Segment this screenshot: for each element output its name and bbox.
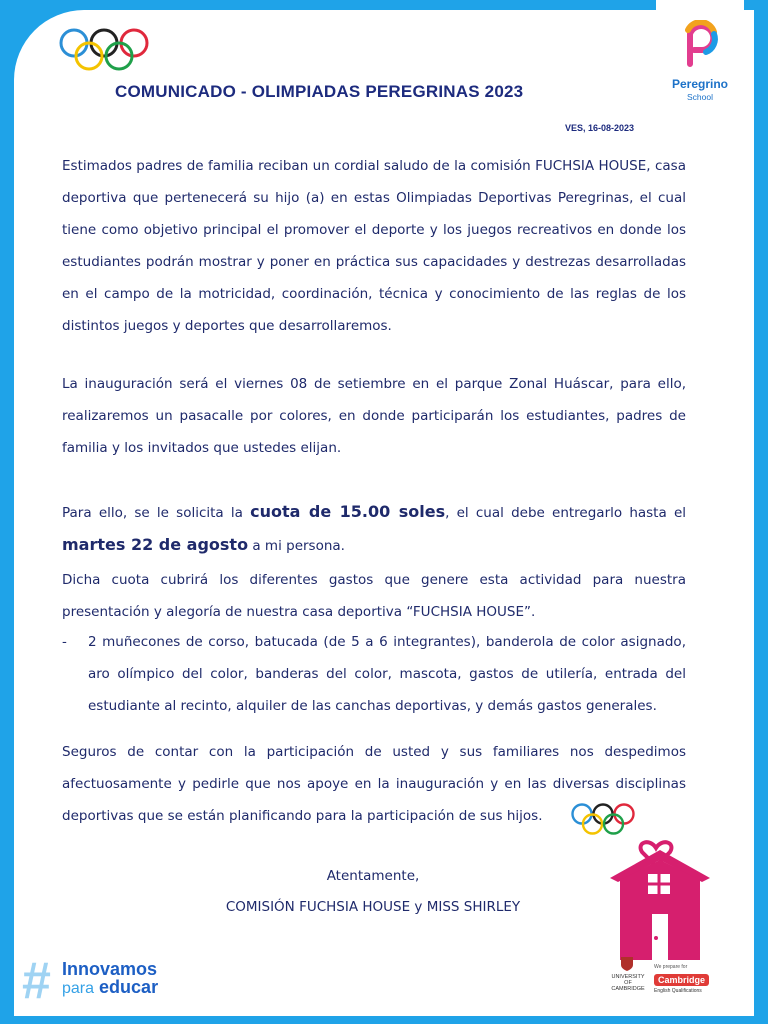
closing-salutation: Atentamente, (326, 868, 420, 884)
educar-word: educar (99, 977, 159, 997)
cambridge-qualifications: English Qualifications (654, 988, 702, 994)
school-name: Peregrino (671, 77, 728, 91)
school-logo (656, 0, 744, 120)
document-date: VES, 16-08-2023 (565, 123, 635, 133)
hashtag-icon: # (22, 952, 51, 1010)
paragraph-inauguration: La inauguración será el viernes 08 de setiembre en el parque Zonal Huáscar, para ello, realizaremos un pasacalle por colores, en donde participarán los estudiantes, padres de familia y los invitados que ustedes elijan. (62, 376, 686, 456)
closing-signature: COMISIÓN FUCHSIA HOUSE y MISS SHIRLEY (225, 899, 521, 915)
bullet-list-item (62, 626, 686, 722)
innovamos-word: Innovamos (62, 959, 158, 979)
school-subtitle: School (687, 92, 713, 102)
paragraph-fee-coverage: Dicha cuota cubrirá los diferentes gastos que genere esta actividad para nuestra presentación y alegoría de nuestra casa deportiva “FUCHSIA HOUSE”. (62, 572, 686, 620)
paragraph-farewell: Seguros de contar con la participación de usted y sus familiares nos despedimos afectuosamente y pedirle que nos apoye en la inauguración y en las diversas disciplinas deportivas que se están planificando para la participación de sus hijos. (62, 744, 686, 824)
paragraph-fee (62, 496, 686, 562)
fuchsia-house-icon (606, 820, 714, 960)
fee-text-a: Para ello, se le solicita la (62, 505, 251, 521)
olympic-rings-logo (58, 26, 150, 74)
cambridge-crest-icon (620, 956, 634, 972)
fee-amount: cuota de 15.00 soles (250, 502, 446, 521)
fee-text-b: , el cual debe entregarlo hasta el (445, 505, 687, 521)
para-word: para (62, 980, 95, 997)
bullet-text: 2 muñecones de corso, batucada (de 5 a 6 integrantes), banderola de color asignado, aro olímpico del color, banderas del color, mascota, gastos de utilería, entrada del estudiante al recinto, alquiler de las canchas deportivas, y demás gastos generales. (88, 634, 686, 714)
cambridge-pre: We prepare for (654, 964, 688, 970)
cambridge-english-logo (654, 964, 712, 994)
document-title: COMUNICADO - OLIMPIADAS PEREGRINAS 2023 (115, 82, 524, 101)
cambridge-brand: Cambridge (654, 974, 709, 986)
peregrino-p-icon (680, 20, 722, 68)
bullet-dash: - (62, 634, 67, 650)
cambridge-university-label: UNIVERSITY OF CAMBRIDGE (611, 974, 645, 992)
innovamos-slogan (62, 960, 158, 998)
fee-deadline: martes 22 de agosto (62, 535, 249, 554)
paragraph-intro: Estimados padres de familia reciban un cordial saludo de la comisión FUCHSIA HOUSE, casa deportiva que pertenecerá su hijo (a) en estas Olimpiadas Deportivas Peregrinas, el cual tiene como objetivo principal el promover el deporte y los juegos recreativos en donde los estudiantes podrán mostrar y poner en práctica sus capacidades y destrezas desarrolladas en el campo de la motricidad, coordinación, técnica y conocimiento de las reglas de los distintos juegos y deportes que desarrollaremos. (62, 158, 686, 334)
fee-text-c: a mi persona. (248, 538, 345, 554)
